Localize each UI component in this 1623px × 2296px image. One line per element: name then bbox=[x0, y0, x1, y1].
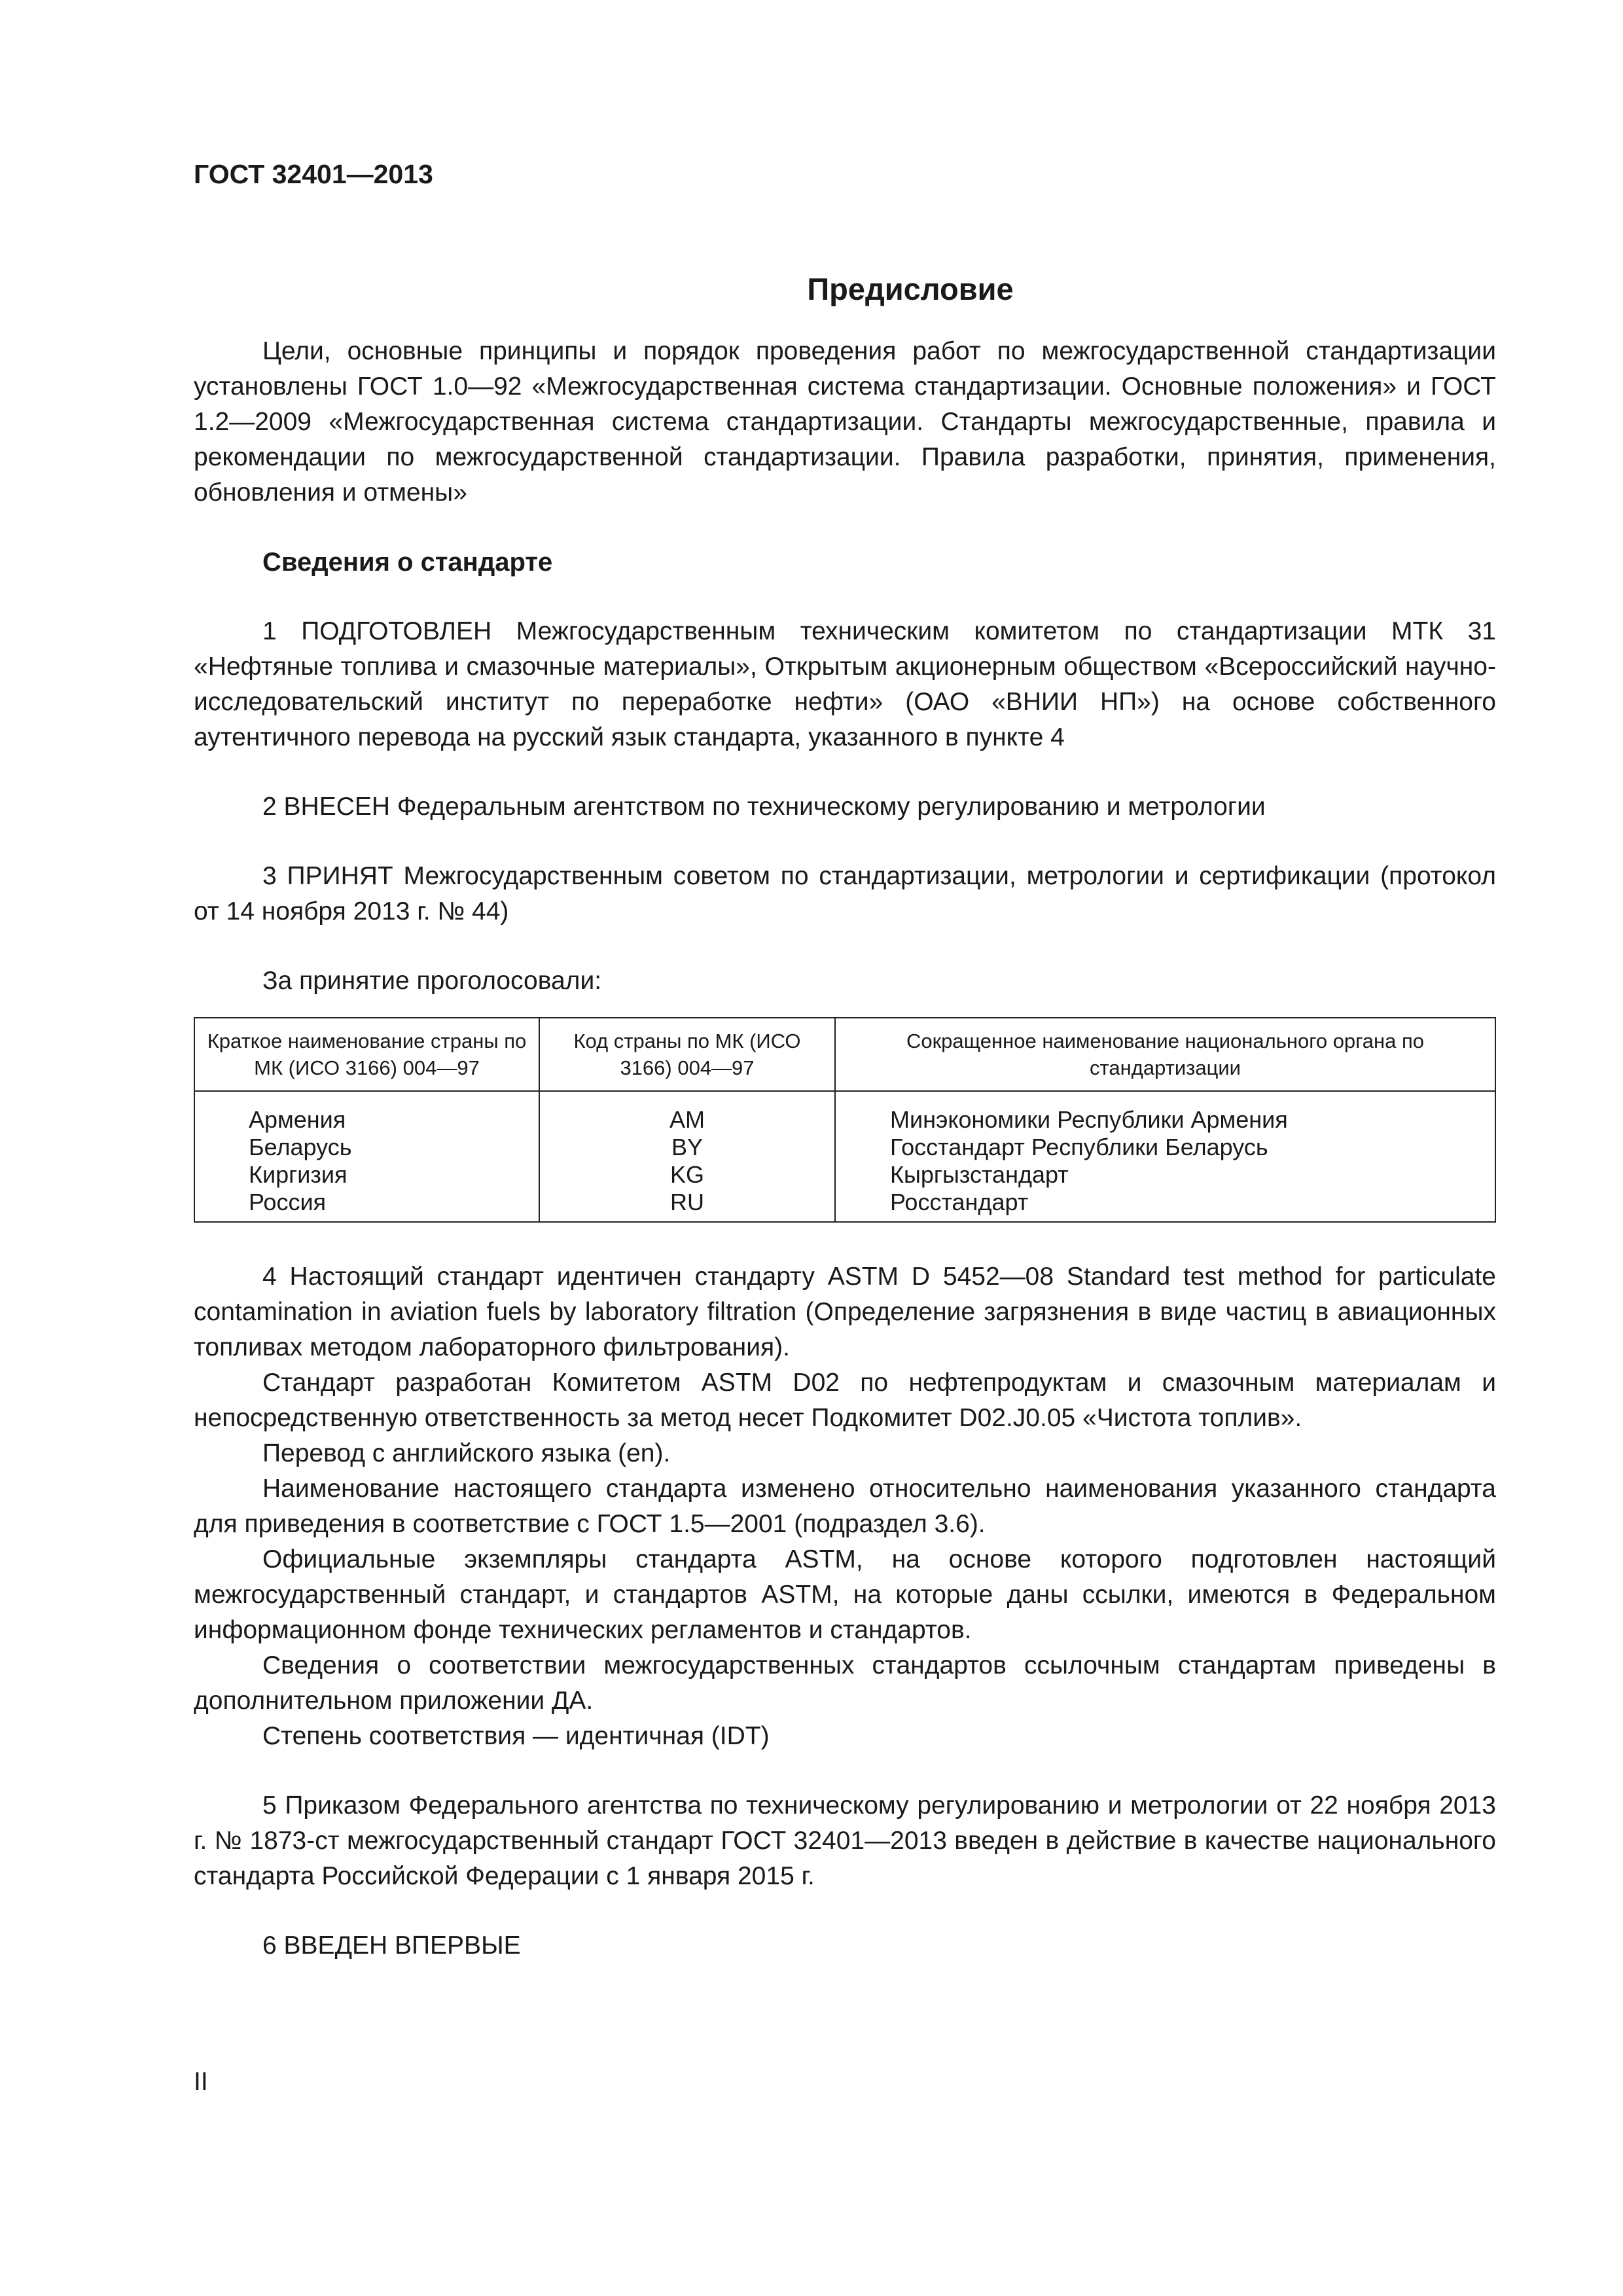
item-3-paragraph: 3 ПРИНЯТ Межгосударственным советом по стандартизации, метрологии и сертификации (протокол от 14 ноября 2013 г. № 44) bbox=[194, 862, 1496, 925]
item-4-committee: Стандарт разработан Комитетом ASTM D02 по нефтепродуктам и смазочным материалам и непосредственную ответственность за метод несет Подкомитет D02.J0.05 «Чистота топлив». bbox=[194, 1369, 1496, 1432]
table-header-code: Код страны по МК (ИСО 3166) 004—97 bbox=[539, 1018, 835, 1091]
country-name: Киргизия bbox=[249, 1161, 348, 1188]
item-1-paragraph: 1 ПОДГОТОВЛЕН Межгосударственным техническим комитетом по стандартизации МТК 31 «Нефтяные топлива и смазочные материалы», Открытым акционерным обществом «Всероссийский научно-исследовательский институт по переработке нефти» (ОАО «ВНИИ НП») на основе собственного аутентичного перевода на русский язык стандарта, указанного в пункте 4 bbox=[194, 617, 1496, 751]
country-code: BY bbox=[671, 1134, 704, 1160]
national-body: Росстандарт bbox=[890, 1189, 1029, 1215]
country-code: AM bbox=[669, 1106, 705, 1133]
table-body-row bbox=[194, 1091, 1495, 1222]
national-body: Кыргызстандарт bbox=[890, 1161, 1069, 1188]
document-code: ГОСТ 32401—2013 bbox=[194, 159, 433, 189]
national-body: Минэкономики Республики Армения bbox=[890, 1106, 1288, 1133]
table-header-body: Сокращенное наименование национального органа по стандартизации bbox=[835, 1018, 1495, 1091]
table-header-country: Краткое наименование страны по МК (ИСО 3166) 004—97 bbox=[194, 1018, 539, 1091]
country-name: Армения bbox=[249, 1106, 346, 1133]
voting-table bbox=[194, 1017, 1496, 1223]
item-4-official-copies: Официальные экземпляры стандарта ASTM, на основе которого подготовлен настоящий межгосударственный стандарт, и стандартов ASTM, на которые даны ссылки, имеются в Федеральном информационном фонде технических регламентов и стандартов. bbox=[194, 1545, 1496, 1644]
item-4-degree: Степень соответствия — идентичная (IDT) bbox=[262, 1722, 770, 1750]
item-4-compliance-info: Сведения о соответствии межгосударственных стандартов ссылочным стандартам приведены в дополнительном приложении ДА. bbox=[194, 1651, 1496, 1715]
document-page bbox=[194, 154, 1496, 1964]
country-code: KG bbox=[669, 1161, 704, 1188]
section-heading: Сведения о стандарте bbox=[262, 548, 553, 577]
item-2-paragraph: 2 ВНЕСЕН Федеральным агентством по техническому регулированию и метрологии bbox=[262, 793, 1266, 821]
table-header-row bbox=[194, 1018, 1495, 1091]
intro-paragraph: Цели, основные принципы и порядок проведения работ по межгосударственной стандартизации установлены ГОСТ 1.0—92 «Межгосударственная система стандартизации. Основные положения» и ГОСТ 1.2—2009 «Межгосударственная система стандартизации. Стандарты межгосударственные, правила и рекомендации по межгосударственной стандартизации. Правила разработки, принятия, применения, обновления и отмены» bbox=[194, 337, 1496, 507]
voting-table-wrap bbox=[194, 1017, 1496, 1223]
item-5-paragraph: 5 Приказом Федерального агентства по техническому регулированию и метрологии от 22 ноября 2013 г. № 1873-ст межгосударственный стандарт ГОСТ 32401—2013 введен в действие в качестве национального стандарта Российской Федерации с 1 января 2015 г. bbox=[194, 1791, 1496, 1890]
body-column bbox=[835, 1091, 1495, 1222]
country-name: Россия bbox=[249, 1189, 327, 1215]
country-column bbox=[194, 1091, 539, 1222]
country-code: RU bbox=[670, 1189, 704, 1215]
item-6-paragraph: 6 ВВЕДЕН ВПЕРВЫЕ bbox=[262, 1931, 521, 1960]
voted-label: За принятие проголосовали: bbox=[262, 967, 602, 995]
national-body: Госстандарт Республики Беларусь bbox=[890, 1134, 1268, 1160]
item-4-paragraph: 4 Настоящий стандарт идентичен стандарту ASTM D 5452—08 Standard test method for particulate contamination in aviation fuels by laboratory filtration (Определение загрязнения в виде частиц в авиационных топливах методом лабораторного фильтрования). bbox=[194, 1263, 1496, 1361]
item-4-name-change: Наименование настоящего стандарта изменено относительно наименования указанного стандарта для приведения в соответствие с ГОСТ 1.5—2001 (подраздел 3.6). bbox=[194, 1475, 1496, 1538]
page-number: II bbox=[194, 2068, 208, 2096]
code-column bbox=[539, 1091, 835, 1222]
country-name: Беларусь bbox=[249, 1134, 352, 1160]
item-4-translation: Перевод с английского языка (en). bbox=[262, 1439, 671, 1467]
page-title: Предисловие bbox=[807, 272, 1014, 306]
